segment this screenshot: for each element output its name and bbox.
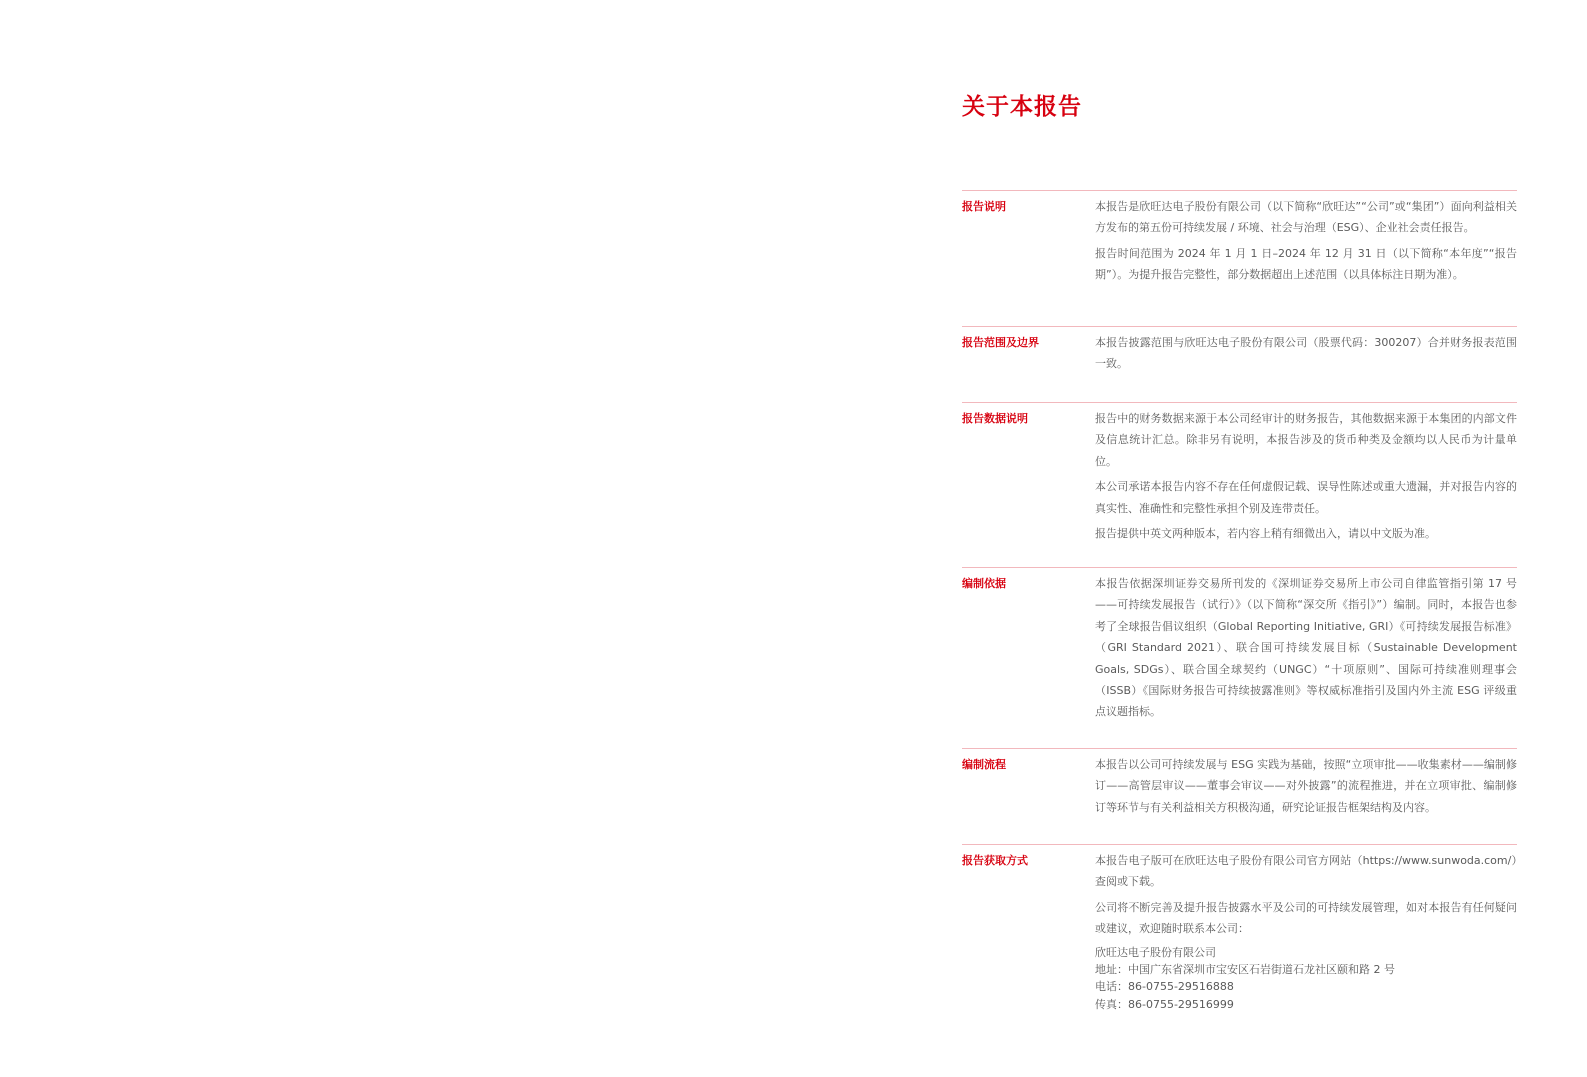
section-body: [1095, 850, 1517, 1013]
section-label: 报告数据说明: [962, 412, 1028, 425]
section-label: 报告范围及边界: [962, 336, 1039, 349]
section-report-access: [962, 844, 1517, 1011]
section-label: 报告获取方式: [962, 854, 1028, 867]
section-body: [1095, 196, 1517, 290]
paragraph: 本公司承诺本报告内容不存在任何虚假记载、误导性陈述或重大遗漏，并对报告内容的真实性、准确性和完整性承担个别及连带责任。: [1095, 480, 1517, 515]
contact-block: [1095, 944, 1517, 1014]
contact-company: 欣旺达电子股份有限公司: [1095, 945, 1216, 959]
paragraph: 本报告披露范围与欣旺达电子股份有限公司（股票代码：300207）合并财务报表范围一致。: [1095, 336, 1517, 371]
section-preparation-process: [962, 748, 1517, 814]
paragraph: 本报告以公司可持续发展与 ESG 实践为基础，按照“立项审批——收集素材——编制修订——高管层审议——董事会审议——对外披露”的流程推进，并在立项审批、编制修订等环节与有关利益相关方积极沟通，研究论证报告框架结构及内容。: [1095, 758, 1517, 814]
paragraph: 本报告是欣旺达电子股份有限公司（以下简称“欣旺达”“公司”或“集团”）面向利益相关方发布的第五份可持续发展 / 环境、社会与治理（ESG）、企业社会责任报告。: [1095, 200, 1517, 235]
paragraph: 公司将不断完善及提升报告披露水平及公司的可持续发展管理，如对本报告有任何疑问或建议，欢迎随时联系本公司：: [1095, 900, 1517, 936]
section-label: 编制依据: [962, 577, 1006, 590]
section-body: [1095, 573, 1517, 727]
section-preparation-basis: [962, 567, 1517, 719]
section-body: [1095, 408, 1517, 548]
section-report-description: [962, 190, 1517, 282]
contact-address: 地址：中国广东省深圳市宝安区石岩街道石龙社区颐和路 2 号: [1095, 963, 1395, 977]
page-title: 关于本报告: [962, 94, 1082, 120]
section-label: 编制流程: [962, 758, 1006, 771]
contact-phone: 电话：86-0755-29516888: [1095, 980, 1234, 994]
contact-fax: 传真：86-0755-29516999: [1095, 997, 1234, 1011]
paragraph: 本报告电子版可在欣旺达电子股份有限公司官方网站（https://www.sunwoda.com/）查阅或下载。: [1095, 854, 1517, 889]
section-body: [1095, 754, 1517, 822]
section-report-scope: [962, 326, 1517, 371]
section-label: 报告说明: [962, 200, 1006, 213]
paragraph: 报告时间范围为 2024 年 1 月 1 日–2024 年 12 月 31 日（以下简称“本年度”“报告期”）。为提升报告完整性，部分数据超出上述范围（以具体标注日期为准）。: [1095, 246, 1517, 282]
paragraph: 报告中的财务数据来源于本公司经审计的财务报告，其他数据来源于本集团的内部文件及信息统计汇总。除非另有说明，本报告涉及的货币种类及金额均以人民币为计量单位。: [1095, 412, 1517, 468]
paragraph: 报告提供中英文两种版本，若内容上稍有细微出入，请以中文版为准。: [1095, 527, 1436, 541]
section-report-data: [962, 402, 1517, 541]
paragraph: 本报告依据深圳证券交易所刊发的《深圳证券交易所上市公司自律监管指引第 17 号——可持续发展报告（试行）》（以下简称“深交所《指引》”）编制。同时，本报告也参考了全球报告倡议组织（Global Reporting Initiative, GRI）《可持续发展报告标准》（GRI Standard 2021）、联合国可持续发展目标（Sustainable Development Goals, SDGs）、联合国全球契约（UNGC）“十项原则”、国际可持续准则理事会（ISSB）《国际财务报告可持续披露准则》等权威标准指引及国内外主流 ESG 评级重点议题指标。: [1095, 577, 1517, 719]
section-body: [1095, 332, 1517, 379]
